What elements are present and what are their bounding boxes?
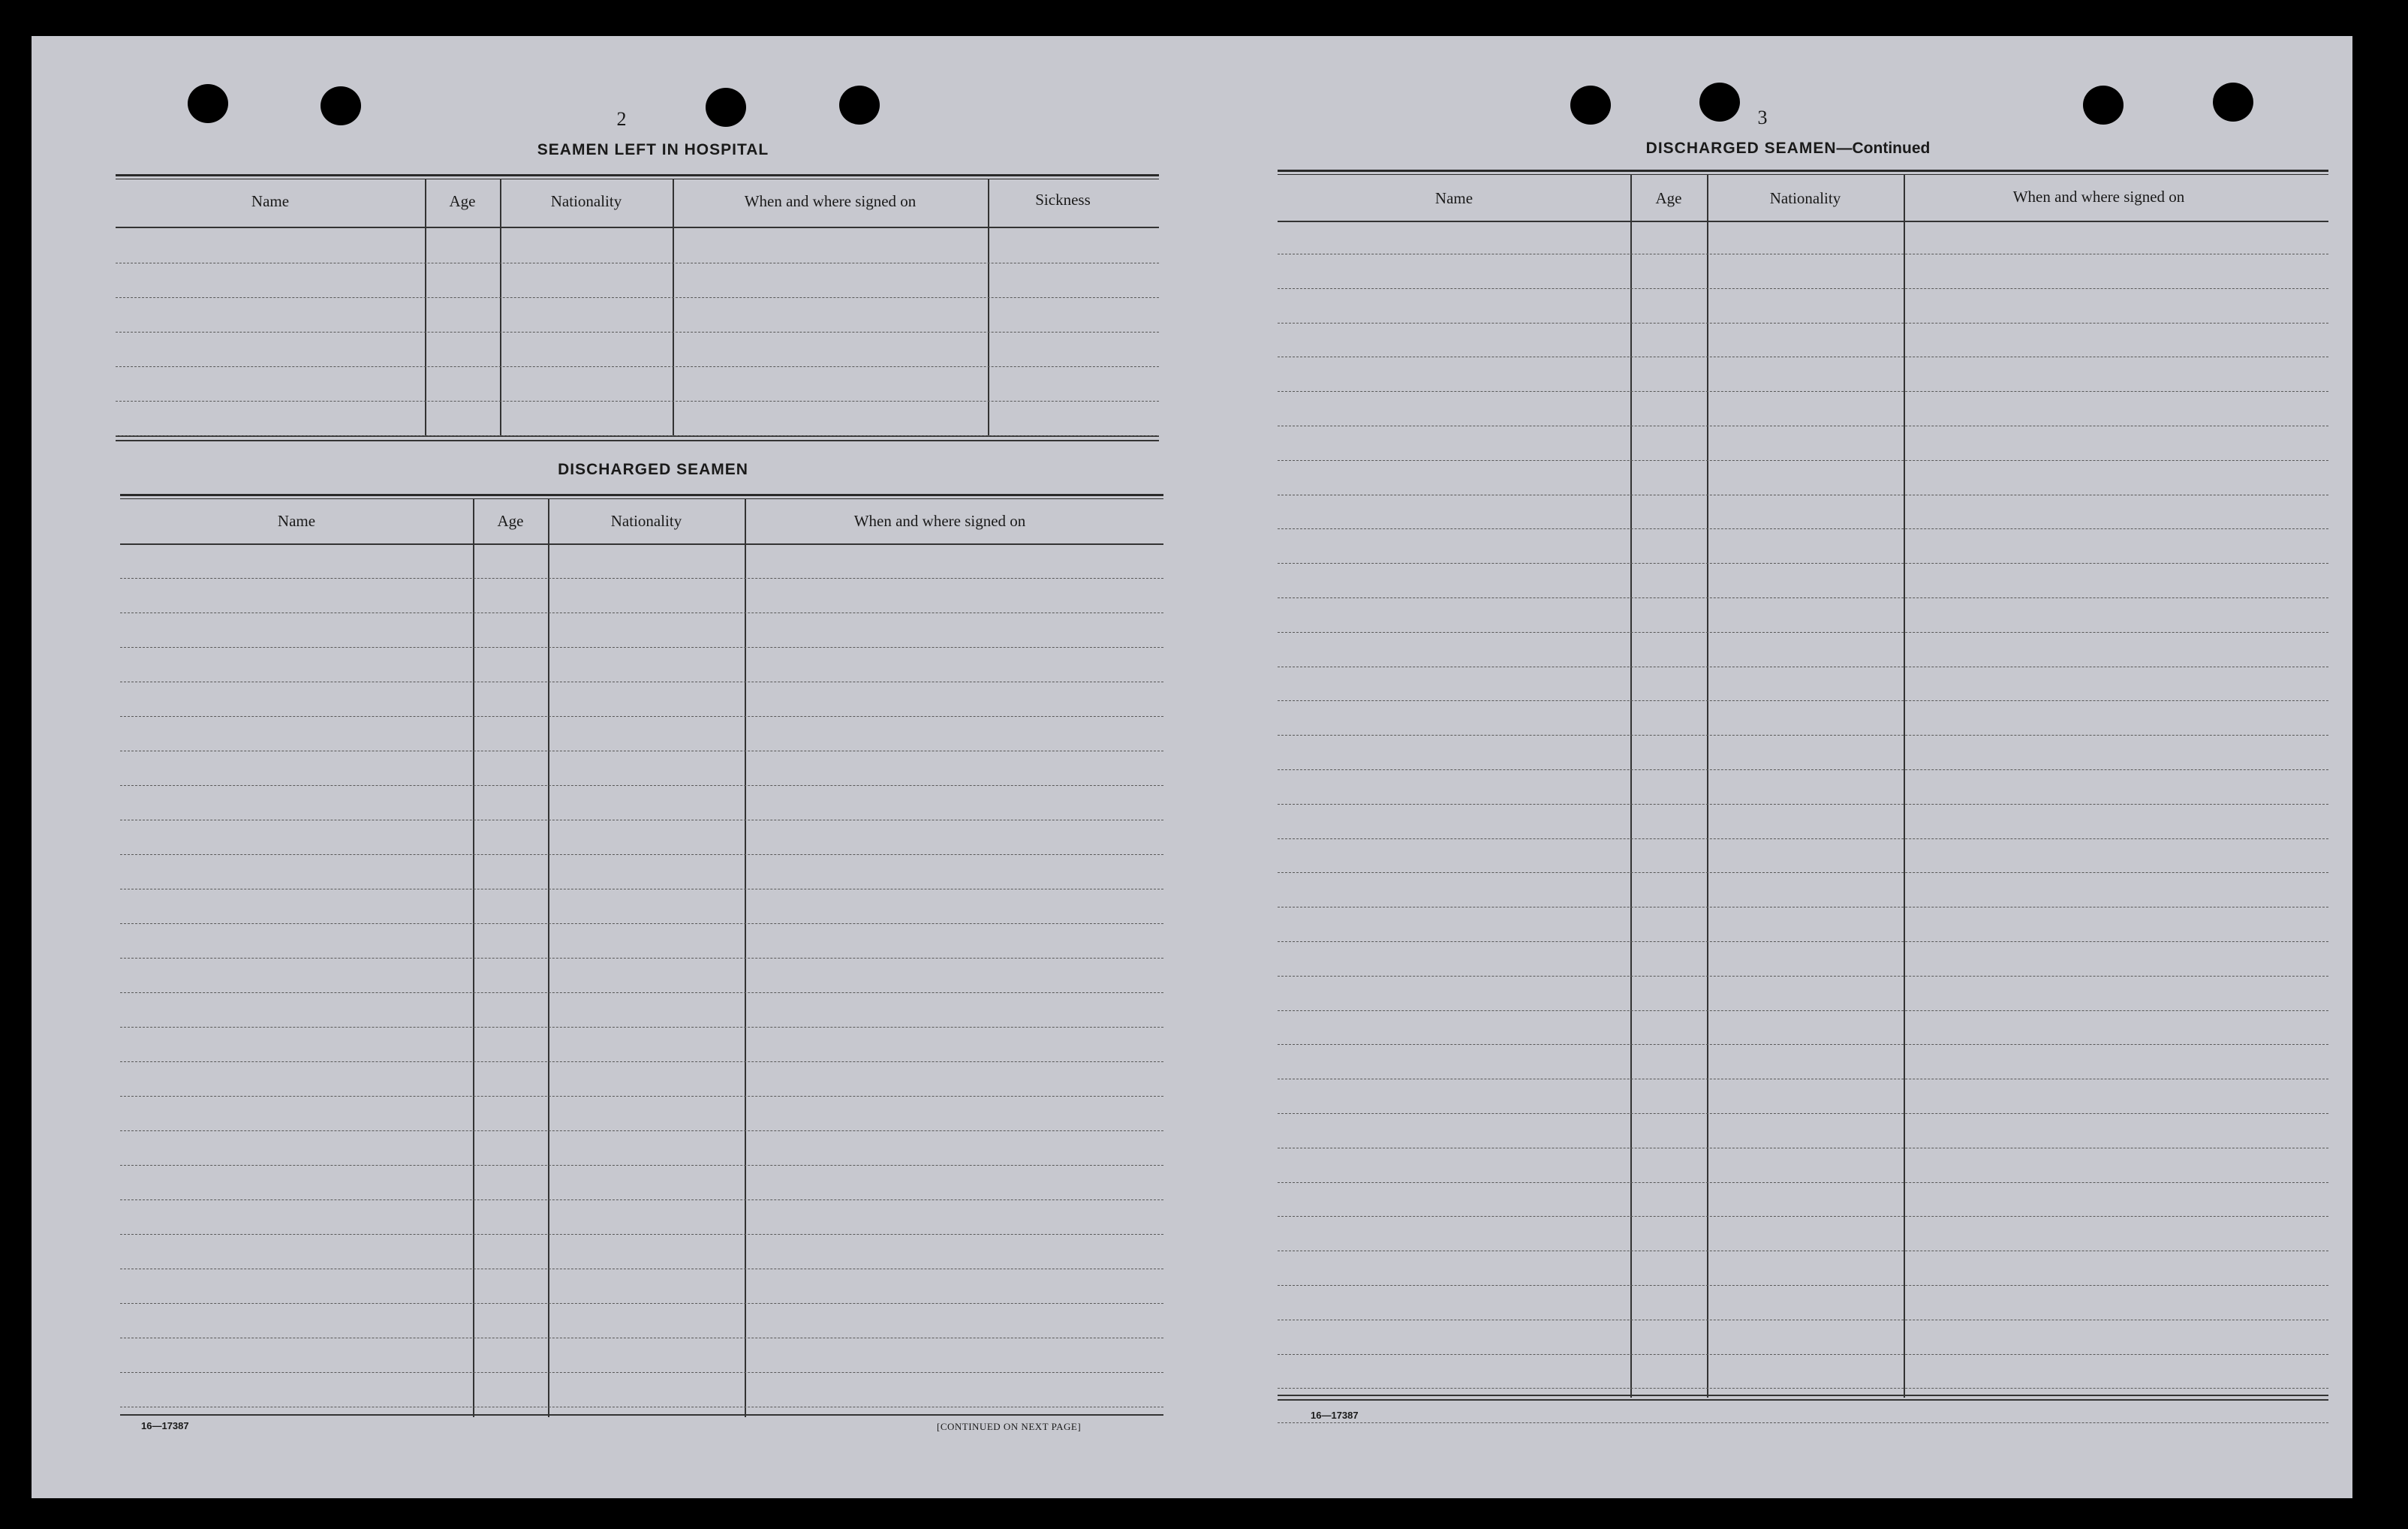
punch-hole <box>706 88 746 127</box>
ruled-row-line <box>120 1372 1163 1373</box>
table-bottom-rule <box>1278 1399 2328 1401</box>
ruled-row-line <box>1278 563 2328 564</box>
ruled-row-line <box>120 1165 1163 1166</box>
ruled-row-line <box>120 1027 1163 1028</box>
page-number-right: 3 <box>1757 107 1768 128</box>
form-code-right: 16—17387 <box>1311 1410 1359 1421</box>
ruled-row-line <box>1278 872 2328 873</box>
table-top-rule <box>1278 170 2328 175</box>
header-rule <box>116 227 1159 228</box>
col-header-signed-on: When and where signed on <box>2012 188 2185 206</box>
ruled-row-line <box>120 1096 1163 1097</box>
ruled-row-line <box>120 647 1163 648</box>
col-header-name: Name <box>277 512 316 530</box>
ruled-row-line <box>1278 632 2328 633</box>
discharged-section-title: DISCHARGED SEAMEN <box>558 461 748 478</box>
discharged-continued-title-main: DISCHARGED SEAMEN <box>1645 140 1837 157</box>
ruled-row-line <box>116 297 1159 298</box>
header-rule <box>1278 221 2328 222</box>
ruled-row-line <box>120 1234 1163 1235</box>
ruled-row-line <box>120 1303 1163 1304</box>
ruled-row-line <box>1278 838 2328 839</box>
ruled-row-line <box>116 332 1159 333</box>
column-divider <box>425 179 426 437</box>
column-divider <box>673 179 674 437</box>
page-number-left: 2 <box>616 108 627 130</box>
punch-hole <box>188 84 228 123</box>
punch-hole <box>2213 83 2253 122</box>
col-header-signed-on: When and where signed on <box>744 192 917 210</box>
ruled-row-line <box>116 401 1159 402</box>
continued-note: [CONTINUED ON NEXT PAGE] <box>937 1421 1082 1432</box>
ruled-row-line <box>1278 288 2328 289</box>
ruled-row-line <box>1278 1285 2328 1286</box>
ruled-row-line <box>1278 1044 2328 1045</box>
column-divider <box>988 179 989 437</box>
form-code-left: 16—17387 <box>141 1420 189 1431</box>
ruled-row-line <box>120 854 1163 855</box>
ruled-row-line <box>1278 976 2328 977</box>
ruled-row-line <box>1278 1354 2328 1355</box>
ruled-row-line <box>1278 700 2328 701</box>
col-header-signed-on: When and where signed on <box>853 512 1026 530</box>
punch-hole <box>839 86 880 125</box>
table-top-rule <box>120 494 1163 499</box>
table-bottom-rule <box>120 1414 1163 1416</box>
hospital-section-title: SEAMEN LEFT IN HOSPITAL <box>537 141 769 158</box>
ruled-row-line <box>120 716 1163 717</box>
punch-hole <box>1699 83 1740 122</box>
column-divider <box>1904 174 1905 1398</box>
col-header-nationality: Nationality <box>550 192 622 210</box>
col-header-age: Age <box>449 192 476 210</box>
column-divider <box>500 179 501 437</box>
discharged-continued-table <box>1278 170 2328 1416</box>
ruled-row-line <box>120 923 1163 924</box>
ruled-row-line <box>1278 597 2328 598</box>
hospital-table <box>116 174 1159 473</box>
table-bottom-rule <box>1278 1395 2328 1396</box>
ruled-row-line <box>1278 1216 2328 1217</box>
scanned-form-sheet <box>32 36 2352 1498</box>
ruled-row-line <box>1278 769 2328 770</box>
ruled-row-line <box>1278 1113 2328 1114</box>
ruled-row-line <box>1278 391 2328 392</box>
ruled-row-line <box>1278 1388 2328 1389</box>
header-rule <box>120 543 1163 545</box>
ruled-row-line <box>1278 1182 2328 1183</box>
table-top-rule <box>116 174 1159 179</box>
column-divider <box>1707 174 1708 1398</box>
discharged-continued-title <box>1563 140 2013 158</box>
col-header-nationality: Nationality <box>1769 189 1841 207</box>
ruled-row-line <box>120 1061 1163 1062</box>
ruled-row-line <box>1278 804 2328 805</box>
col-header-age: Age <box>497 512 524 530</box>
ruled-row-line <box>1278 941 2328 942</box>
punch-hole <box>2083 86 2124 125</box>
discharged-table <box>120 494 1163 1462</box>
ruled-row-line <box>1278 323 2328 324</box>
col-header-name: Name <box>251 192 290 210</box>
col-header-name: Name <box>1434 189 1473 207</box>
ruled-row-line <box>120 785 1163 786</box>
col-header-age: Age <box>1655 189 1682 207</box>
ruled-row-line <box>1278 460 2328 461</box>
column-divider <box>1630 174 1632 1398</box>
ruled-row-line <box>1278 1010 2328 1011</box>
ruled-row-line <box>1278 1422 2328 1423</box>
ruled-row-line <box>120 992 1163 993</box>
ruled-row-line <box>116 435 1159 436</box>
punch-hole <box>1570 86 1611 125</box>
ruled-row-line <box>120 1130 1163 1131</box>
ruled-row-line <box>116 366 1159 367</box>
col-header-nationality: Nationality <box>610 512 682 530</box>
ruled-row-line <box>120 958 1163 959</box>
ruled-row-line <box>120 1199 1163 1200</box>
ruled-row-line <box>120 578 1163 579</box>
table-bottom-rule <box>116 440 1159 441</box>
ruled-row-line <box>1278 528 2328 529</box>
ruled-row-line <box>1278 735 2328 736</box>
continued-suffix: —Continued <box>1836 140 1931 157</box>
punch-hole <box>321 86 361 125</box>
col-header-sickness: Sickness <box>1035 191 1091 209</box>
